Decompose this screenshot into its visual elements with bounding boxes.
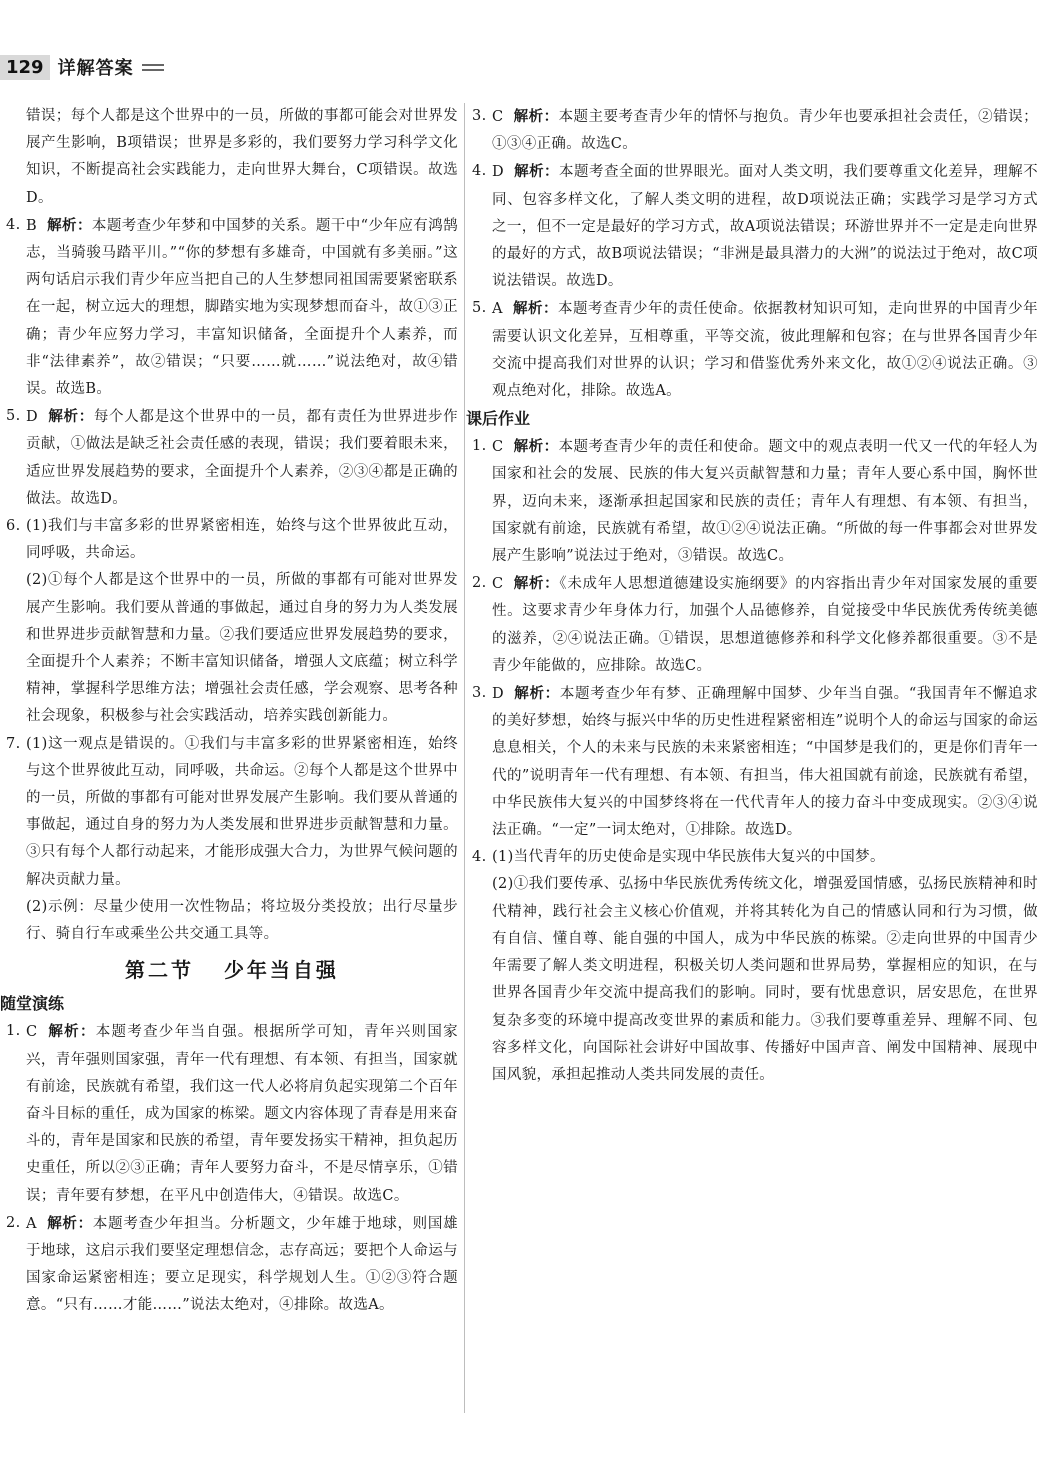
answer-item-4 xyxy=(6,212,458,403)
answer-part-2: (2)①每个人都是这个世界中的一员，所做的事都有可能对世界发展产生影响。我们要从普通的事做起，通过自身的努力为人类发展和世界进步贡献智慧和力量。②我们要适应世界发展趋势的要求，全面提升个人素养；不断丰富知识储备，增强人文底蕴；树立科学精神，掌握科学思维方法；增强社会责任感，学会观察、思考各种社会现象，积极参与社会实践活动，培养实践创新能力。 xyxy=(26,572,458,725)
item-number: 4. xyxy=(472,849,487,866)
analysis-text: 本题考查少年担当。分析题文，少年雄于地球，则国雄于地球，这启示我们要坚定理想信念，志存高远；要把个人命运与国家命运紧密相连；要立足现实，科学规划人生。①②③符合题意。“只有……才能……”说法太绝对，④排除。故选A。 xyxy=(26,1215,458,1314)
subheading-practice: 随堂演练 xyxy=(0,994,65,1014)
item-number: 5. xyxy=(472,300,487,317)
analysis-label: 解析： xyxy=(47,408,94,426)
item-number: 3. xyxy=(472,108,487,124)
continued-answer: 错误；每个人都是这个世界中的一员，所做的事都可能会对世界发展产生影响，B项错误；世界是多彩的，我们要努力学习科学文化知识，不断提高社会实践能力，走向世界大舞台，C项错误。故选D。 xyxy=(26,108,458,206)
analysis-label: 解析： xyxy=(47,1023,96,1041)
header-decoration xyxy=(142,61,164,74)
analysis-label: 解析： xyxy=(513,438,559,456)
answer-item-h2 xyxy=(472,570,1038,680)
analysis-text: 本题考查青少年的责任使命。依据教材知识可知，走向世界的中国青少年需要认识文化差异，互相尊重，平等交流，彼此理解和包容；在与世界各国青少年交流中提高我们对世界的认识；学习和借鉴优秀外来文化，故①②④说法正确。③观点绝对化，排除。故选A。 xyxy=(492,301,1038,400)
right-column xyxy=(466,103,1038,1089)
item-number: 4. xyxy=(6,216,21,233)
analysis-text: 本题考查少年当自强。根据所学可知，青年兴则国家兴，青年强则国家强，青年一代有理想、有本领、有担当，国家就有前途，民族就有希望，我们这一代人必将肩负起实现第二个百年奋斗目标的重任，成为国家的栋梁。题文内容体现了青春是用来奋斗的，青年是国家和民族的希望，青年要发扬实干精神，担负起历史重任，所以②③正确；青年人要努力奋斗，不是尽情享乐，①错误；青年要有梦想，在平凡中创造伟大，④错误。故选C。 xyxy=(26,1024,458,1204)
answer-letter: D xyxy=(492,164,504,181)
answer-item-r4 xyxy=(472,158,1038,295)
analysis-label: 解析： xyxy=(512,300,558,318)
answer-item-s2 xyxy=(6,1210,458,1320)
page-header xyxy=(0,52,164,82)
analysis-text: 本题考查少年有梦、正确理解中国梦、少年当自强。“我国青年不懈追求的美好梦想，始终与振兴中华的历史性进程紧密相连”说明个人的命运与国家的命运息息相关，个人的未来与民族的未来紧密相连；“中国梦是我们的，更是你们青年一代的”说明青年一代有理想、有本领、有担当，伟大祖国就有前途，民族就有希望，中华民族伟大复兴的中国梦终将在一代代青年人的接力奋斗中变成现实。②③④说法正确。“一定”一词太绝对，①排除。故选D。 xyxy=(492,686,1038,839)
analysis-label: 解析： xyxy=(46,1214,93,1232)
answer-letter: C xyxy=(26,1024,38,1041)
answer-letter: B xyxy=(26,217,38,234)
item-number: 2. xyxy=(472,575,487,592)
analysis-text: 本题主要考查青少年的情怀与抱负。青少年也要承担社会责任，②错误；①③④正确。故选C。 xyxy=(492,109,1038,153)
section-name: 少年当自强 xyxy=(223,958,339,983)
left-column xyxy=(0,103,458,1320)
analysis-text: 《未成年人思想道德建设实施纲要》的内容指出青少年对国家发展的重要性。这要求青少年身体力行，加强个人品德修养，自觉接受中华民族优秀传统美德的滋养，②④说法正确。①错误，思想道德修养和科学文化修养都很重要。③不是青少年能做的，应排除。故选C。 xyxy=(492,576,1038,674)
page-title: 详解答案 xyxy=(57,58,134,79)
answer-letter: C xyxy=(492,439,504,456)
analysis-text: 本题考查少年梦和中国梦的关系。题干中“少年应有鸿鹄志，当骑骏马踏平川。”“你的梦想有多雄奇，中国就有多美丽。”这两句话启示我们青少年应当把自己的人生梦想同祖国需要紧密联系在一起，树立远大的理想，脚踏实地为实现梦想而奋斗，故①③正确；青少年应努力学习，丰富知识储备，全面提升个人素养，而非“法律素养”，故②错误；“只要……就……”说法绝对，故④错误。故选B。 xyxy=(26,217,458,398)
answer-part-1: (1)当代青年的历史使命是实现中华民族伟大复兴的中国梦。 xyxy=(492,849,885,866)
answer-part-1: (1)这一观点是错误的。①我们与丰富多彩的世界紧密相连，始终与这个世界彼此互动，同呼吸，共命运。②每个人都是这个世界中的一员，所做的事都有可能对世界发展产生影响。我们要从普通的事做起，通过自身的努力为人类发展和世界进步贡献智慧和力量。③只有每个人都行动起来，才能形成强大合力，为世界气候问题的解决贡献力量。 xyxy=(26,735,458,888)
answer-item-6 xyxy=(6,513,458,731)
answer-part-1: (1)我们与丰富多彩的世界紧密相连，始终与这个世界彼此互动，同呼吸，共命运。 xyxy=(26,518,458,562)
answer-item-5 xyxy=(6,403,458,513)
analysis-label: 解析： xyxy=(513,163,560,181)
answer-letter: C xyxy=(492,576,504,593)
analysis-text: 本题考查青少年的责任和使命。题文中的观点表明一代又一代的年轻人为国家和社会的发展、民族的伟大复兴贡献智慧和力量；青年人要心系中国，胸怀世界，迈向未来，逐渐承担起国家和民族的责任；青年人有理想、有本领、有担当，国家就有前途，民族就有希望，故①②④说法正确。“所做的每一件事都会对世界发展产生影响”说法过于绝对，③错误。故选C。 xyxy=(492,439,1038,565)
page-number: 129 xyxy=(0,55,50,80)
item-number: 6. xyxy=(6,518,21,535)
answer-letter: C xyxy=(492,109,504,125)
answer-letter: D xyxy=(26,409,38,426)
answer-item-h3 xyxy=(472,680,1038,844)
analysis-text: 每个人都是这个世界中的一员，都有责任为世界进步作贡献，①做法是缺乏社会责任感的表现，错误；我们要着眼未来，适应世界发展趋势的要求，全面提升个人素养，②③④都是正确的做法。故选D。 xyxy=(26,409,458,507)
item-number: 7. xyxy=(6,735,21,752)
item-number: 3. xyxy=(472,685,487,702)
item-number: 4. xyxy=(472,163,487,180)
answer-part-2: (2)①我们要传承、弘扬中华民族优秀传统文化，增强爱国情感，弘扬民族精神和时代精神，践行社会主义核心价值观，并将其转化为自己的情感认同和行为习惯，做有自信、懂自尊、能自强的中国人，成为中华民族的栋梁。②走向世界的中国青少年需要了解人类文明进程，积极关切人类问题和世界局势，掌握相应的知识，在与世界各国青少年交流中提高我们的影响。同时，要有忧患意识，居安思危，在世界复杂多变的环境中提高改变世界的素质和能力。③我们要尊重差异、理解不同、包容多样文化，向国际社会讲好中国故事、传播好中国声音、阐发中国精神、展现中国风貌，承担起推动人类共同发展的责任。 xyxy=(492,876,1038,1083)
answer-item-r3 xyxy=(472,103,1038,158)
analysis-label: 解析： xyxy=(513,575,560,593)
analysis-label: 解析： xyxy=(513,685,560,703)
answer-part-2: (2)示例：尽量少使用一次性物品；将垃圾分类投放；出行尽量步行、骑自行车或乘坐公共交通工具等。 xyxy=(26,898,458,943)
analysis-label: 解析： xyxy=(513,108,559,125)
answer-item-r5 xyxy=(472,295,1038,405)
item-number: 2. xyxy=(6,1214,21,1231)
answer-item-h4 xyxy=(472,844,1038,1089)
column-divider xyxy=(464,103,465,1413)
section-number: 第二节 xyxy=(125,958,195,983)
subheading-homework: 课后作业 xyxy=(466,409,531,429)
analysis-label: 解析： xyxy=(47,216,92,234)
section-title xyxy=(6,954,458,986)
answer-item-h1 xyxy=(472,433,1038,570)
item-number: 1. xyxy=(472,438,487,455)
answer-item-7 xyxy=(6,731,458,949)
answer-item-s1 xyxy=(6,1018,458,1209)
item-number: 5. xyxy=(6,408,21,425)
analysis-text: 本题考查全面的世界眼光。面对人类文明，我们要尊重文化差异，理解不同、包容多样文化，了解人类文明的进程，故D项说法正确；实践学习是学习方式之一，但不一定是最好的学习方式，故A项说法错误；环游世界并不一定是走向世界的最好的方式，故B项说法错误；“非洲是最具潜力的大洲”的说法过于绝对，故C项说法错误。故选D。 xyxy=(492,164,1038,290)
answer-letter: A xyxy=(492,301,503,318)
item-number: 1. xyxy=(6,1023,21,1040)
answer-letter: A xyxy=(26,1215,37,1232)
answer-letter: D xyxy=(492,686,504,703)
